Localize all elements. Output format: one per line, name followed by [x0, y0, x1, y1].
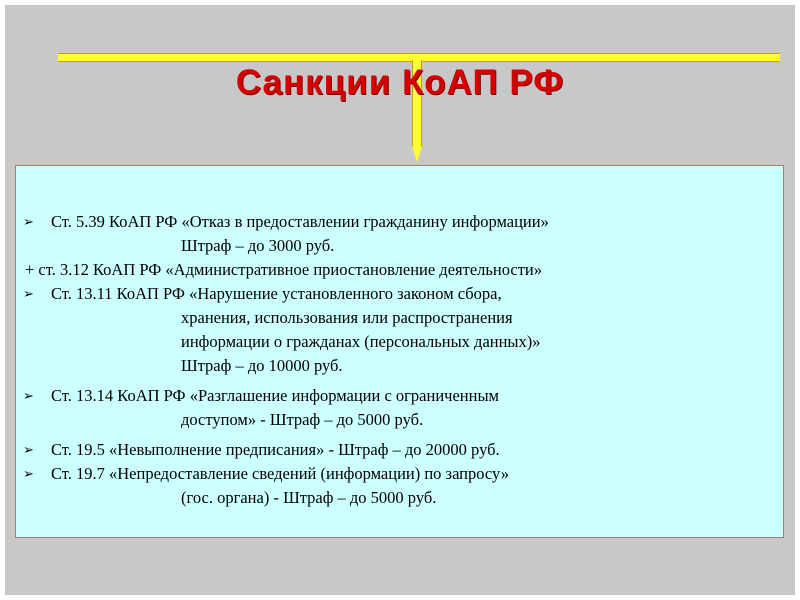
item-line: Ст. 19.5 «Невыполнение предписания» - Штраф – до 20000 руб.: [51, 440, 500, 459]
item-line: Ст. 19.7 «Непредоставление сведений (информации) по запросу»: [51, 464, 509, 483]
item-continuation: [16, 354, 785, 378]
list-item: [16, 210, 785, 234]
content-panel: [15, 165, 784, 538]
item-continuation: [16, 486, 785, 510]
arrow-bullet-icon: ➢: [23, 388, 34, 403]
list-item: [16, 282, 785, 306]
item-line: Ст. 13.11 КоАП РФ «Нарушение установленного законом сбора,: [51, 284, 502, 303]
item-line: Штраф – до 3000 руб.: [181, 236, 335, 255]
item-line: Штраф – до 10000 руб.: [181, 356, 343, 375]
arrow-bullet-icon: ➢: [23, 442, 34, 457]
t-bar-arrow-tip: [412, 146, 422, 162]
item-addendum-text: + ст. 3.12 КоАП РФ «Административное приостановление деятельности»: [25, 260, 543, 279]
item-continuation: [16, 330, 785, 354]
item-addendum: [16, 258, 785, 282]
arrow-bullet-icon: ➢: [23, 286, 34, 301]
item-continuation: [16, 234, 785, 258]
arrow-bullet-icon: ➢: [23, 214, 34, 229]
item-continuation: [16, 306, 785, 330]
item-line: Ст. 5.39 КоАП РФ «Отказ в предоставлении гражданину информации»: [51, 212, 549, 231]
sanctions-list: [16, 210, 785, 510]
item-line: Ст. 13.14 КоАП РФ «Разглашение информации с ограниченным: [51, 386, 499, 405]
list-item: [16, 462, 785, 486]
list-item: [16, 384, 785, 408]
item-line: хранения, использования или распространения: [181, 308, 513, 327]
list-item: [16, 438, 785, 462]
item-line: доступом» - Штраф – до 5000 руб.: [181, 410, 424, 429]
item-line: информации о гражданах (персональных данных)»: [181, 332, 541, 351]
slide-title: Санкции КоАП РФ: [235, 63, 565, 102]
item-line: (гос. органа) - Штраф – до 5000 руб.: [181, 488, 437, 507]
arrow-bullet-icon: ➢: [23, 466, 34, 481]
item-continuation: [16, 408, 785, 432]
